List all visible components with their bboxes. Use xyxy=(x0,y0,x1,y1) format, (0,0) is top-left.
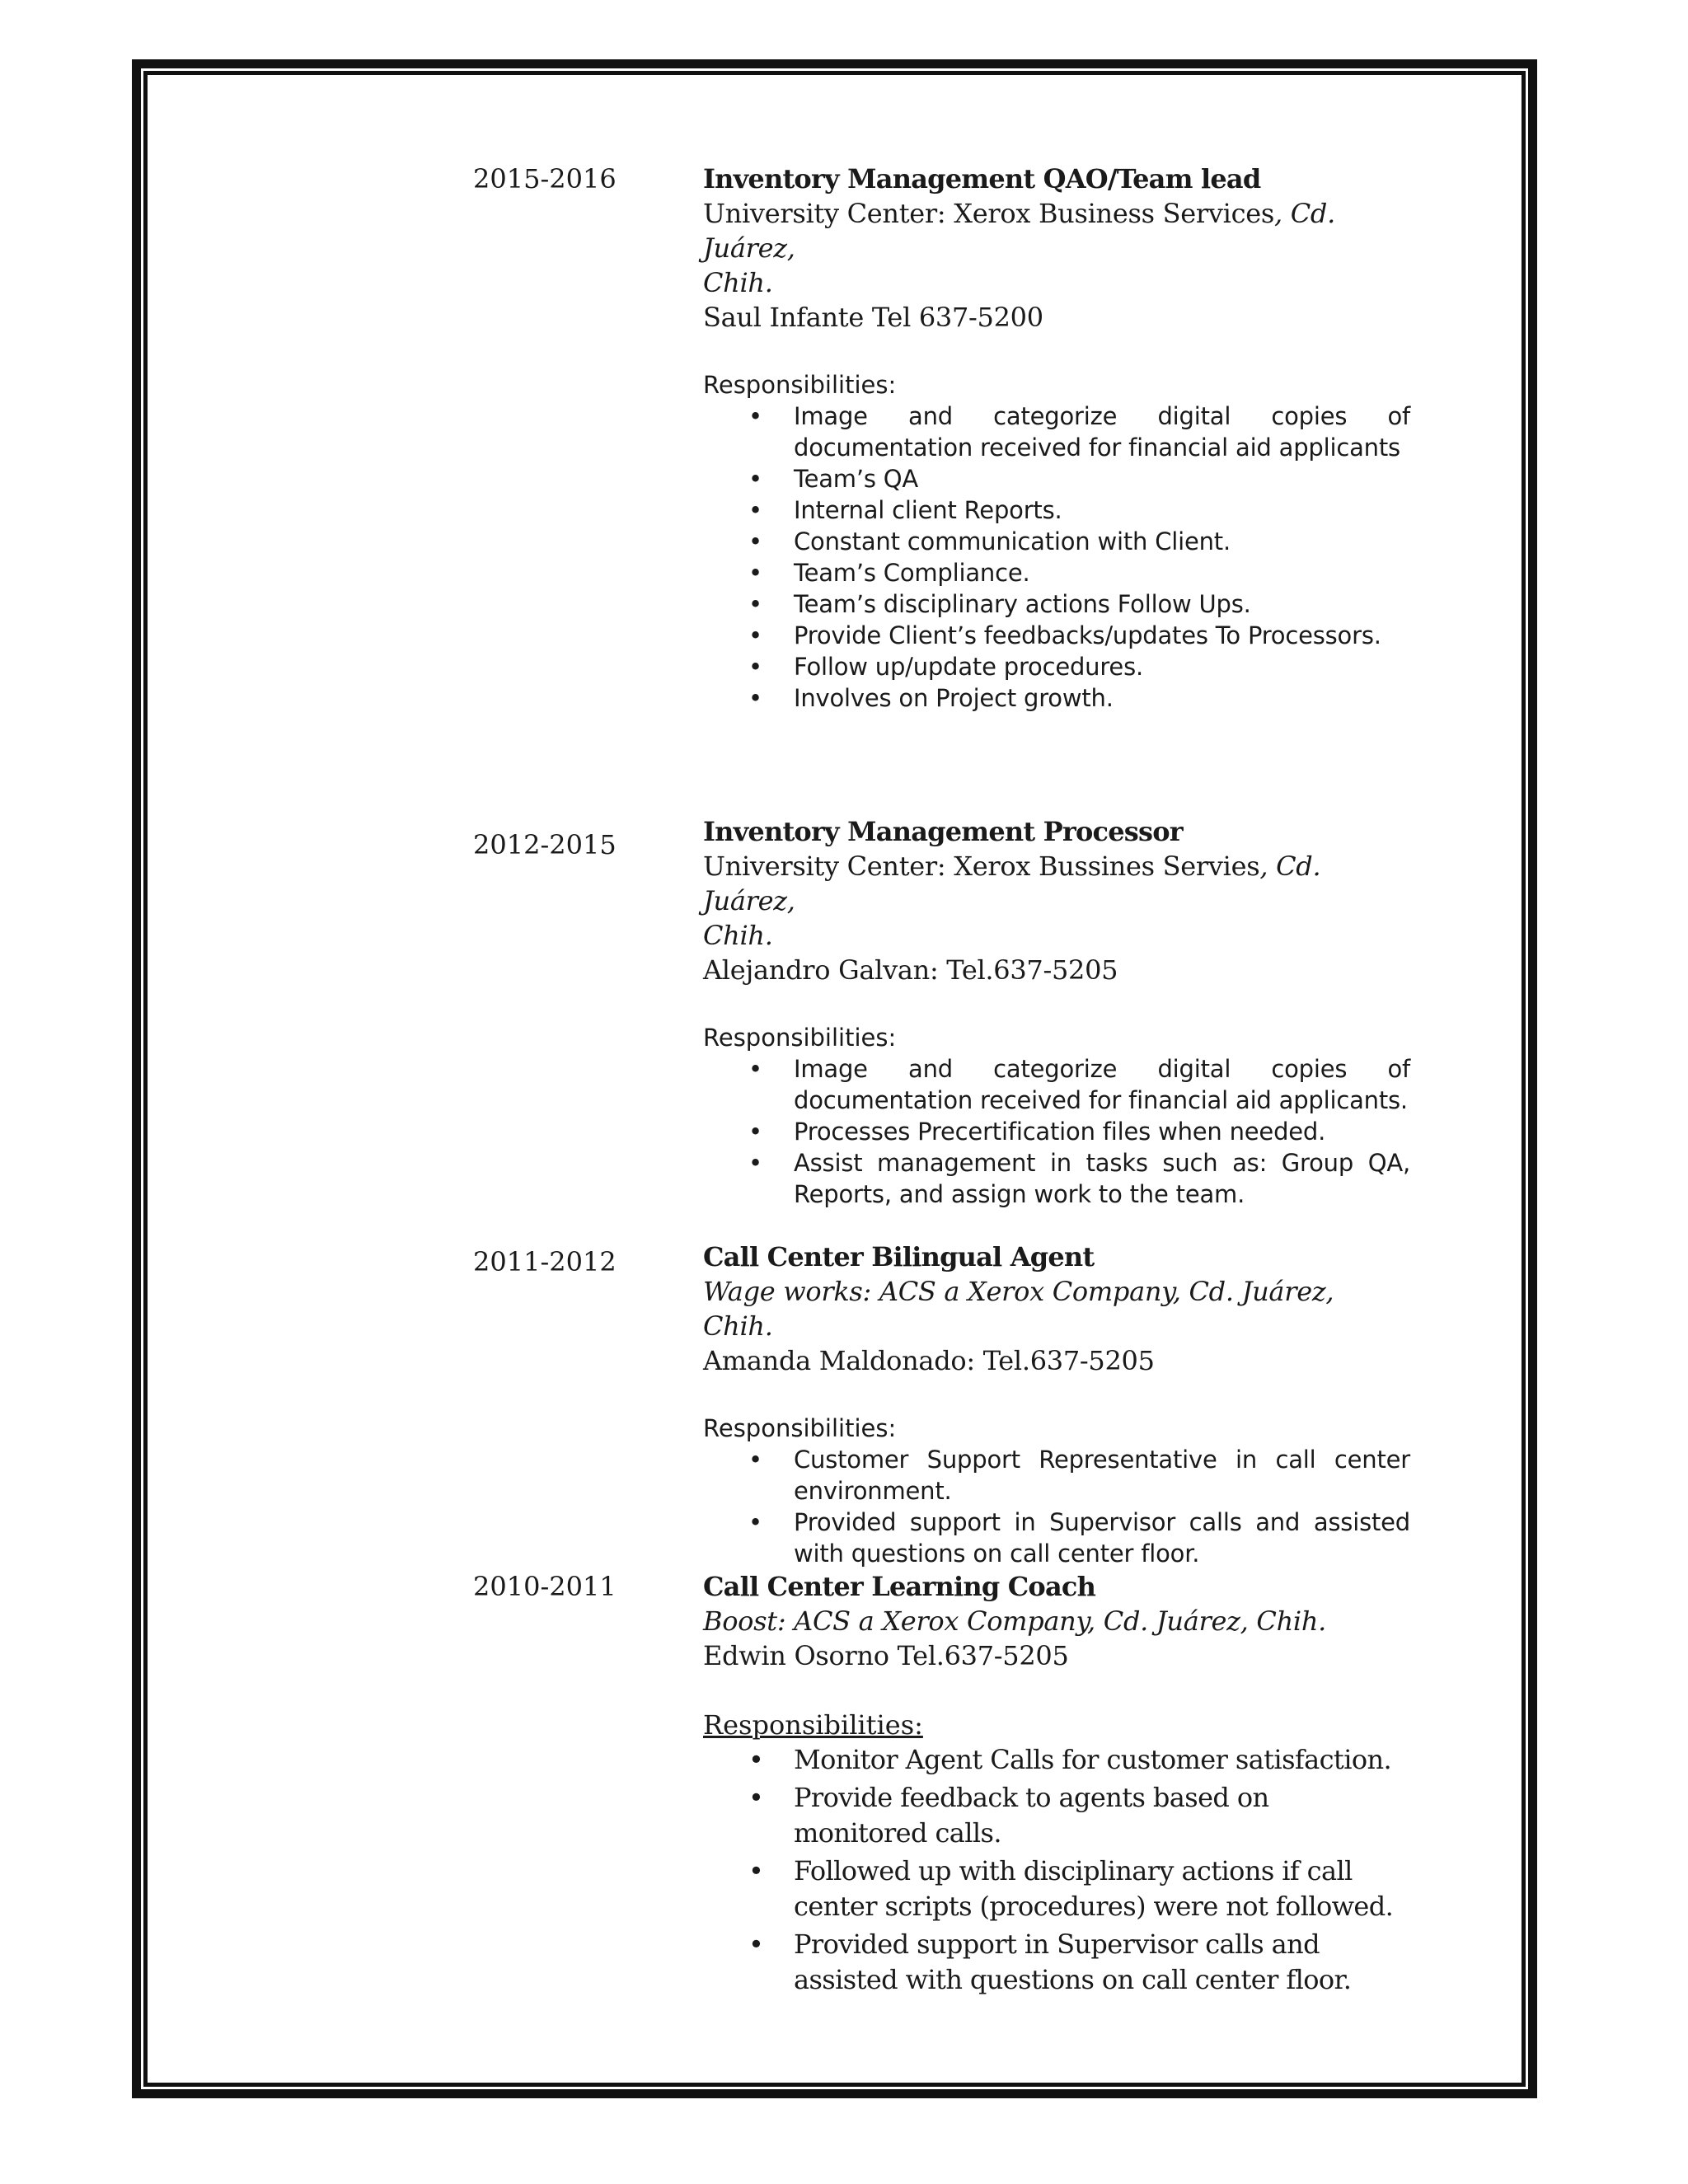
bullet-icon: • xyxy=(748,1118,762,1146)
bullet-text: Provide feedback to agents based on monitored calls. xyxy=(794,1782,1269,1849)
job-details xyxy=(703,1240,1410,1569)
bullet-icon: • xyxy=(748,496,762,524)
responsibilities-label: Responsibilities: xyxy=(703,1414,897,1442)
list-item xyxy=(703,494,1410,526)
list-item xyxy=(703,1053,1410,1116)
responsibilities-label: Responsibilities: xyxy=(703,371,897,399)
list-item xyxy=(703,557,1410,588)
bullet-icon: • xyxy=(748,684,762,712)
list-item xyxy=(703,1507,1410,1569)
job-title: Inventory Management QAO/Team lead xyxy=(703,163,1261,194)
company-location-cont: Chih. xyxy=(703,267,773,298)
bullet-icon: • xyxy=(748,653,762,681)
bullet-text: Follow up/update procedures. xyxy=(794,653,1144,681)
bullet-text: Team’s QA xyxy=(794,465,919,493)
list-item xyxy=(703,620,1410,651)
bullet-icon: • xyxy=(748,1446,762,1474)
list-item xyxy=(703,1742,1410,1778)
company-location-cont: Chih. xyxy=(703,920,773,951)
job-details xyxy=(703,1569,1410,2000)
company-location: , Cd. Juárez, xyxy=(703,851,1321,916)
bullet-text: Internal client Reports. xyxy=(794,496,1062,524)
list-item xyxy=(703,1780,1410,1851)
job-title: Call Center Bilingual Agent xyxy=(703,1241,1095,1272)
bullet-icon: • xyxy=(748,1744,764,1775)
bullet-text: Provide Client’s feedbacks/updates To Processors. xyxy=(794,621,1381,649)
bullet-icon: • xyxy=(748,527,762,555)
bullet-text: Image and categorize digital copies of documentation received for financial aid applicants. xyxy=(794,1055,1410,1114)
bullet-icon: • xyxy=(748,1782,764,1813)
company-location: , Cd. Juárez, xyxy=(703,198,1335,264)
company-name: University Center: Xerox Bussines Servies xyxy=(703,851,1260,882)
list-item xyxy=(703,682,1410,714)
job-dates: 2015-2016 xyxy=(473,163,617,194)
bullet-text: Image and categorize digital copies of documentation received for financial aid applicants xyxy=(794,402,1410,462)
responsibilities-label: Responsibilities: xyxy=(703,1024,897,1052)
list-item xyxy=(703,1147,1410,1210)
bullet-text: Assist management in tasks such as: Group QA, Reports, and assign work to the team. xyxy=(794,1149,1410,1208)
list-item xyxy=(703,463,1410,494)
responsibilities-list xyxy=(703,1053,1410,1210)
bullet-text: Constant communication with Client. xyxy=(794,527,1231,555)
responsibilities-list xyxy=(703,1742,1410,1998)
job-company xyxy=(703,849,1410,918)
job-title: Call Center Learning Coach xyxy=(703,1571,1096,1602)
list-item xyxy=(703,588,1410,620)
job-company: Wage works: ACS a Xerox Company, Cd. Juárez, Chih. xyxy=(703,1276,1334,1342)
job-contact: Edwin Osorno Tel.637-5205 xyxy=(703,1640,1069,1671)
bullet-icon: • xyxy=(748,621,762,649)
job-details xyxy=(703,814,1410,1210)
list-item xyxy=(703,1116,1410,1147)
bullet-text: Processes Precertification files when needed. xyxy=(794,1118,1326,1146)
job-title: Inventory Management Processor xyxy=(703,816,1183,847)
job-company: Boost: ACS a Xerox Company, Cd. Juárez, Chih. xyxy=(703,1605,1327,1637)
bullet-icon: • xyxy=(748,1855,764,1886)
bullet-text: Team’s Compliance. xyxy=(794,559,1030,587)
bullet-text: Customer Support Representative in call center environment. xyxy=(794,1446,1410,1505)
bullet-text: Involves on Project growth. xyxy=(794,684,1114,712)
bullet-icon: • xyxy=(748,465,762,493)
job-dates: 2010-2011 xyxy=(473,1571,617,1602)
bullet-text: Provided support in Supervisor calls and assisted with questions on call center floor. xyxy=(794,1508,1410,1568)
list-item xyxy=(703,526,1410,557)
job-contact: Saul Infante Tel 637-5200 xyxy=(703,302,1043,333)
bullet-icon: • xyxy=(748,1055,762,1083)
list-item xyxy=(703,1854,1410,1924)
list-item xyxy=(703,651,1410,682)
job-details xyxy=(703,162,1410,714)
job-dates: 2012-2015 xyxy=(473,829,617,860)
list-item xyxy=(703,1444,1410,1507)
bullet-text: Followed up with disciplinary actions if call center scripts (procedures) were not followed. xyxy=(794,1855,1394,1922)
job-dates: 2011-2012 xyxy=(473,1246,617,1277)
responsibilities-label: Responsibilities: xyxy=(703,1709,923,1741)
bullet-icon: • xyxy=(748,590,762,618)
bullet-text: Team’s disciplinary actions Follow Ups. xyxy=(794,590,1251,618)
job-contact: Amanda Maldonado: Tel.637-5205 xyxy=(703,1345,1155,1376)
job-contact: Alejandro Galvan: Tel.637-5205 xyxy=(703,954,1118,986)
company-name: University Center: Xerox Business Services xyxy=(703,198,1274,229)
bullet-icon: • xyxy=(748,1508,762,1536)
job-company xyxy=(703,196,1410,265)
list-item xyxy=(703,401,1410,463)
bullet-icon: • xyxy=(748,559,762,587)
bullet-text: Provided support in Supervisor calls and assisted with questions on call center floor. xyxy=(794,1929,1352,1995)
responsibilities-list xyxy=(703,401,1410,714)
list-item xyxy=(703,1927,1410,1998)
bullet-icon: • xyxy=(748,1929,764,1960)
bullet-icon: • xyxy=(748,402,762,430)
bullet-text: Monitor Agent Calls for customer satisfaction. xyxy=(794,1744,1392,1775)
bullet-icon: • xyxy=(748,1149,762,1177)
responsibilities-list xyxy=(703,1444,1410,1569)
